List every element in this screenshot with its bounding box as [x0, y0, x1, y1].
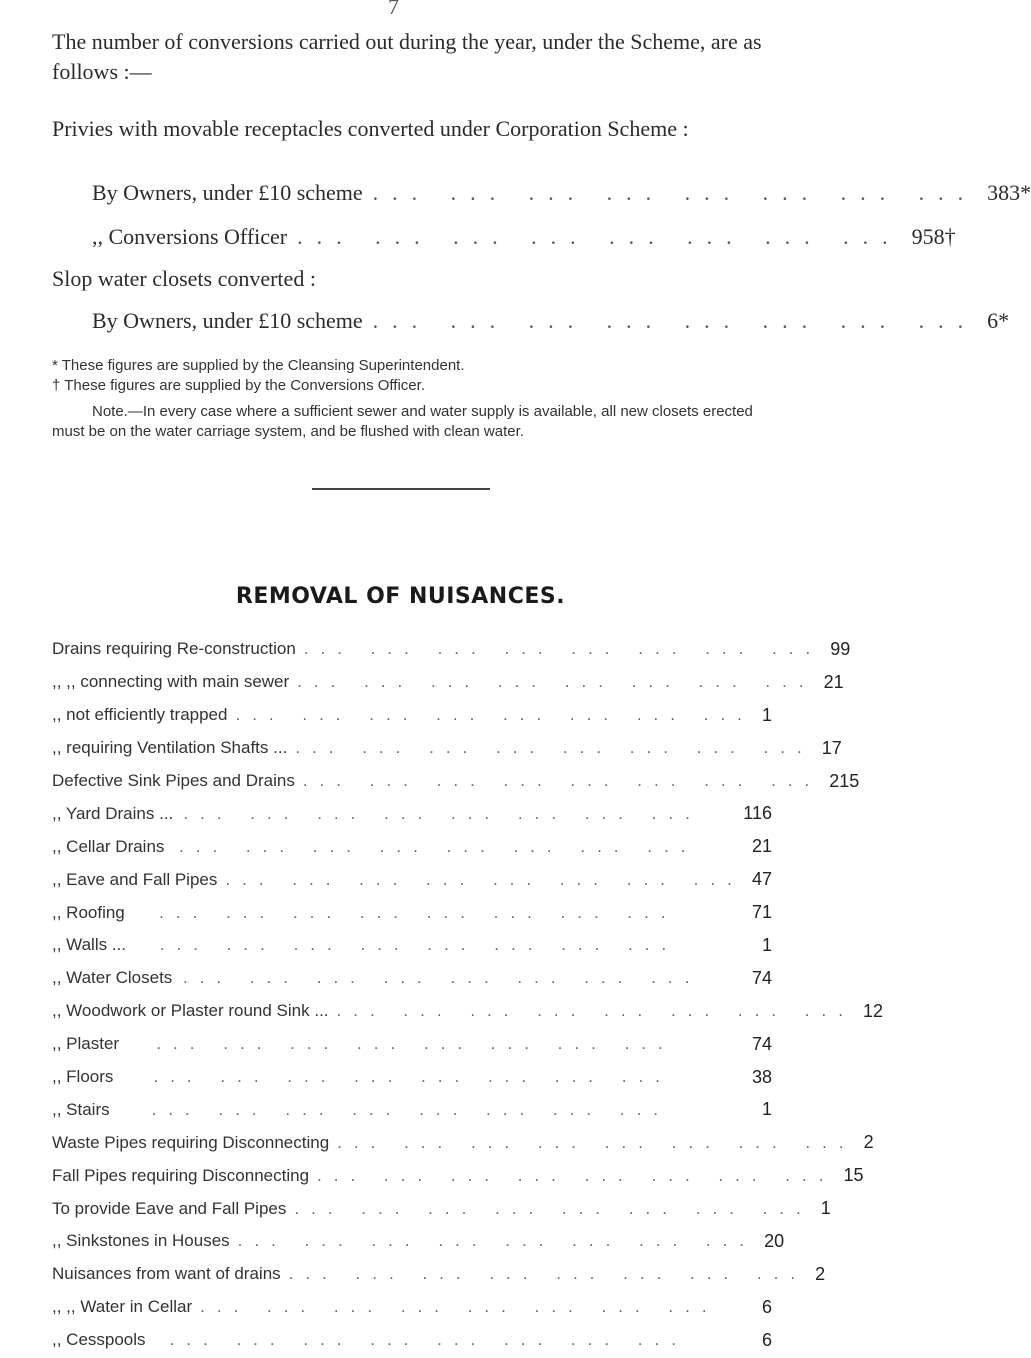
row-label: ,, Roofing: [52, 902, 125, 922]
privies-row-owners: [92, 178, 1031, 208]
table-row: [52, 797, 772, 830]
leader-dots: ... ... ... ... ... ... ... ...: [302, 771, 822, 790]
leader-dots: ... ... ... ... ... ... ... ...: [235, 705, 754, 725]
row-value: 1: [761, 704, 772, 725]
slop-row-owners: [92, 306, 1010, 336]
leader-dots: ... ... ... ... ... ... ... ...: [182, 968, 702, 988]
row-value: 21: [823, 671, 844, 692]
table-row: [52, 1126, 874, 1159]
leader-dots: ... ... ... ... ... ... ... ...: [294, 1198, 813, 1218]
row-value: 1: [761, 1099, 772, 1120]
row-value: 17: [821, 737, 842, 758]
row-label: ,, Floors: [52, 1067, 114, 1087]
table-row: [52, 1291, 772, 1324]
row-label: ,, Sinkstones in Houses: [52, 1231, 230, 1251]
intro-paragraph: The number of conversions carried out during the year, under the Scheme, are as follows :—: [52, 29, 762, 84]
table-row: [52, 1192, 831, 1225]
row-value: 1: [820, 1198, 831, 1219]
row-value: 2: [863, 1132, 874, 1153]
page-number: 7: [388, 0, 399, 19]
row-label: ,, not efficiently trapped: [52, 705, 228, 725]
table-row: [52, 1159, 864, 1192]
leader-dots: ... ... ... ... ... ... ... ...: [303, 639, 823, 659]
footnote-note: Note.—In every case where a sufficient sewer and water supply is available, all new closets erected must be on the water carriage system, and be flushed with clean water.: [52, 403, 753, 440]
section-divider: [312, 488, 490, 490]
row-value: 38: [751, 1066, 772, 1087]
row-label: Defective Sink Pipes and Drains: [52, 771, 295, 790]
row-label: To provide Eave and Fall Pipes: [52, 1198, 287, 1218]
row-label: ,, Walls ...: [52, 935, 126, 955]
leader-dots: ... ... ... ... ... ... ... ...: [225, 869, 744, 889]
table-row: [52, 962, 772, 995]
leader-dots: ... ... ... ... ... ... ... ...: [179, 836, 698, 856]
slop-heading: Slop water closets converted :: [52, 266, 316, 291]
leader-dots: ... ... ... ... ... ... ... ...: [372, 180, 978, 205]
row-label: ,, Cellar Drains: [52, 836, 165, 856]
row-label: By Owners, under £10 scheme: [92, 180, 363, 205]
row-label: Fall Pipes requiring Disconnecting: [52, 1165, 310, 1185]
row-value: 12: [862, 1000, 883, 1021]
leader-dots: ... ... ... ... ... ... ... ...: [159, 902, 678, 922]
leader-dots: ... ... ... ... ... ... ... ...: [288, 1264, 808, 1284]
section-title: REMOVAL OF NUISANCES.: [235, 584, 566, 609]
table-row: [52, 995, 883, 1028]
row-value: 958†: [911, 224, 956, 249]
table-row: [52, 732, 842, 765]
row-label: Waste Pipes requiring Disconnecting: [52, 1132, 330, 1152]
table-row: [52, 1225, 785, 1258]
leader-dots: ... ... ... ... ... ... ... ...: [372, 308, 978, 333]
table-row: [52, 1093, 772, 1126]
row-label: ,, ,, connecting with main sewer: [52, 672, 290, 692]
row-label: By Owners, under £10 scheme: [92, 308, 363, 333]
row-label: ,, Conversions Officer: [92, 224, 288, 249]
leader-dots: ... ... ... ... ... ... ... ...: [336, 1001, 855, 1021]
table-row: [52, 1028, 772, 1061]
leader-dots: ... ... ... ... ... ... ... ...: [297, 224, 902, 249]
row-value: 21: [751, 836, 772, 857]
row-value: 15: [843, 1165, 864, 1186]
leader-dots: ... ... ... ... ... ... ... ...: [297, 672, 816, 692]
leader-dots: ... ... ... ... ... ... ... ...: [183, 803, 702, 823]
table-row: [52, 1258, 826, 1291]
row-value: 6*: [987, 308, 1010, 333]
row-value: 1: [761, 934, 772, 955]
leader-dots: ... ... ... ... ... ... ... ...: [337, 1132, 856, 1152]
row-value: 20: [764, 1230, 785, 1251]
leader-dots: ... ... ... ... ... ... ... ...: [237, 1231, 757, 1251]
row-value: 6: [761, 1296, 772, 1317]
privies-row-officer: [92, 222, 956, 252]
row-value: 71: [751, 902, 772, 923]
row-label: Drains requiring Re-construction: [52, 639, 296, 659]
row-value: 99: [830, 638, 851, 659]
row-label: Nuisances from want of drains: [52, 1264, 281, 1284]
row-value: 383*: [987, 180, 1031, 205]
table-row: [52, 896, 772, 929]
table-row: [52, 765, 860, 798]
leader-dots: ... ... ... ... ... ... ... ...: [295, 738, 814, 758]
leader-dots: ... ... ... ... ... ... ... ...: [156, 1034, 675, 1054]
row-label: ,, Eave and Fall Pipes: [52, 869, 218, 889]
leader-dots: ... ... ... ... ... ... ... ...: [200, 1297, 719, 1317]
footnote-dagger: † These figures are supplied by the Conversions Officer.: [52, 377, 425, 394]
row-label: ,, Water Closets: [52, 968, 173, 988]
table-row: [52, 699, 772, 732]
row-value: 2: [815, 1263, 826, 1284]
row-label: ,, Yard Drains ...: [52, 803, 174, 823]
row-label: ,, Stairs: [52, 1099, 110, 1119]
row-value: 74: [751, 1033, 772, 1054]
leader-dots: ... ... ... ... ... ... ... ...: [317, 1165, 836, 1185]
footnote-star: * These figures are supplied by the Cleansing Superintendent.: [52, 357, 465, 374]
leader-dots: ... ... ... ... ... ... ... ...: [151, 1099, 671, 1119]
row-value: 74: [751, 967, 772, 988]
table-row: [52, 863, 772, 896]
table-row: [52, 666, 844, 699]
row-label: ,, Woodwork or Plaster round Sink ...: [52, 1001, 329, 1021]
table-row: [52, 1061, 772, 1094]
row-label: ,, Plaster: [52, 1034, 120, 1054]
leader-dots: ... ... ... ... ... ... ... ...: [153, 1067, 672, 1087]
leader-dots: ... ... ... ... ... ... ... ...: [159, 935, 679, 955]
table-row: [52, 1324, 772, 1357]
leader-dots: ... ... ... ... ... ... ... ...: [169, 1330, 688, 1350]
privies-heading: Privies with movable receptacles converted under Corporation Scheme :: [52, 116, 689, 141]
nuisance-table: [52, 633, 883, 1357]
table-row: [52, 830, 772, 863]
row-label: ,, Cesspools: [52, 1330, 146, 1350]
table-row: [52, 929, 772, 962]
row-value: 116: [743, 803, 772, 824]
row-value: 6: [761, 1329, 772, 1350]
row-label: ,, requiring Ventilation Shafts ...: [52, 738, 288, 758]
row-value: 215: [829, 770, 860, 791]
row-label: ,, ,, Water in Cellar: [52, 1297, 193, 1317]
table-row: [52, 633, 851, 666]
row-value: 47: [751, 869, 772, 890]
